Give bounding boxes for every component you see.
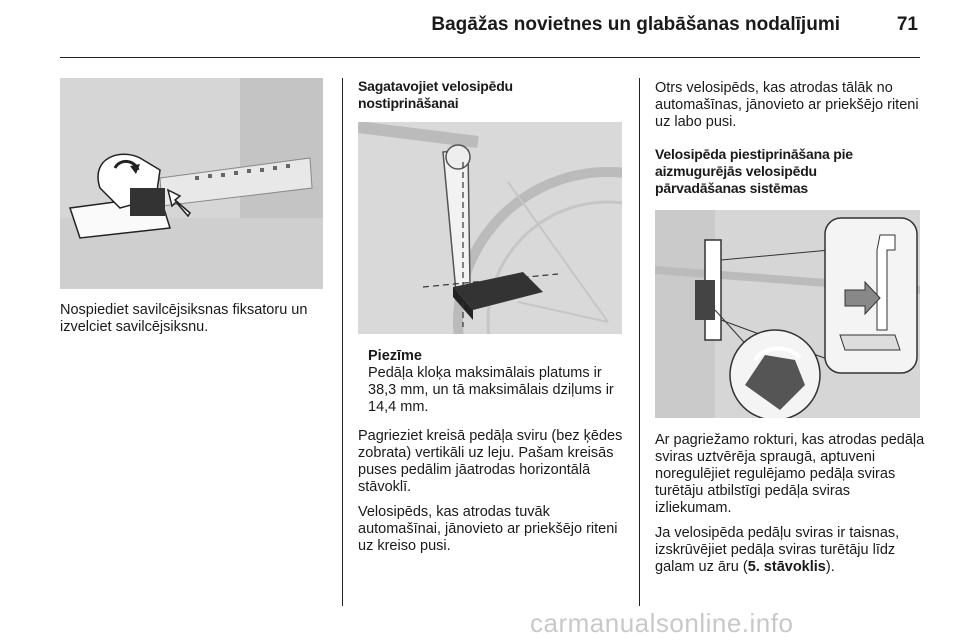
- position-label: 5. stāvoklis: [747, 559, 826, 575]
- column-divider-right: [639, 78, 640, 606]
- prepare-bicycle-heading: [358, 78, 628, 112]
- instruction-text: Ja velosipēda pedāļu sviras ir taisnas, izskrūvējiet pedāļa sviras turētāju līdz galam uz āru (: [655, 525, 900, 575]
- crank-instruction: Pagrieziet kreisā pedāļa sviru (bez ķēdes zobrata) vertikāli uz leju. Pašam kreisās puses pedālim jāatrodas horizontālā stāvoklī.: [358, 428, 623, 495]
- instruction-text: ).: [825, 559, 835, 575]
- page-number: 71: [896, 14, 918, 35]
- heading-line: pārvadāšanas sistēmas: [655, 180, 809, 196]
- heading-line: nostiprināšanai: [358, 95, 459, 111]
- adjust-holder-instruction: Ar pagriežamo rokturi, kas atrodas pedāļa sviras uztvērēja spraugā, aptuveni noregulējiet regulējamo pedāļa sviras turētāju atbilstīgi pedāļa sviras izliekumam.: [655, 432, 925, 516]
- header-divider: [60, 57, 920, 58]
- pedal-holder-illustration: [655, 210, 920, 418]
- second-bicycle-instruction: Otrs velosipēds, kas atrodas tālāk no automašīnas, jānovieto ar priekšējo riteni uz labo pusi.: [655, 80, 919, 130]
- note-title: Piezīme: [368, 348, 422, 364]
- heading-line: Sagatavojiet velosipēdu: [358, 78, 513, 94]
- front-wheel-instruction: Velosipēds, kas atrodas tuvāk automašīnai, jānovieto ar priekšējo riteni uz kreiso pusi.: [358, 504, 618, 554]
- col2-body: [358, 428, 630, 563]
- straight-crank-instruction: [655, 525, 927, 576]
- heading-line: aizmugurējās velosipēdu: [655, 163, 817, 179]
- column-divider-left: [342, 78, 343, 606]
- strap-caption: Nospiediet savilcējsiksnas fiksatoru un izvelciet savilcējsiksnu.: [60, 302, 308, 335]
- attach-bicycle-heading: [655, 146, 925, 197]
- note-text: Pedāļa kloķa maksimālais platums ir 38,3 mm, un tā maksimālais dziļums ir 14,4 mm.: [368, 365, 614, 415]
- note-block: [368, 348, 626, 416]
- col3-body: [655, 432, 927, 584]
- strap-release-illustration: [60, 78, 323, 289]
- site-watermark: carmanualsonline.info: [530, 608, 794, 638]
- heading-line: Velosipēda piestiprināšana pie: [655, 146, 853, 162]
- pedal-crank-illustration: [358, 122, 622, 334]
- section-title: Bagāžas novietnes un glabāšanas nodalījumi: [431, 14, 840, 35]
